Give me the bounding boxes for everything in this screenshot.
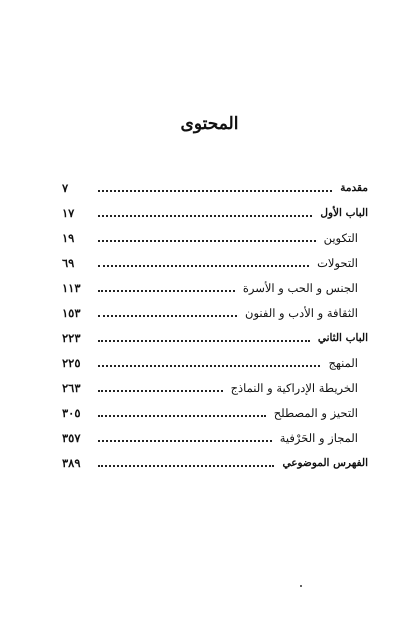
toc-leader-dots: [98, 382, 223, 392]
toc-entry: [62, 173, 368, 195]
toc-entry-label: الباب الثاني: [317, 332, 368, 344]
toc-entry-page: ٣٠٥: [62, 406, 81, 420]
toc-leader-dots: [98, 232, 316, 242]
toc-leader-dots: [98, 282, 235, 292]
toc-leader-dots: [98, 307, 237, 317]
toc-entry-label: الجنس و الحب و الأسرة: [242, 281, 358, 295]
toc-entry: [62, 398, 368, 420]
toc-leader-dots: [98, 257, 309, 267]
toc-leader-dots: [98, 407, 266, 417]
toc-entry: [62, 373, 368, 395]
toc-entry-page: ٦٩: [62, 256, 75, 270]
toc-leader-dots: [98, 432, 272, 442]
toc-leader-dots: [98, 357, 320, 367]
toc-entry-page: ١٩: [62, 231, 75, 245]
toc-entry-page: ٣٥٧: [62, 431, 81, 445]
toc-entry: [62, 273, 368, 295]
toc-entry-label: الخريطة الإدراكية و النماذج: [230, 381, 358, 395]
toc-entry-page: ٣٨٩: [62, 456, 81, 470]
toc-entry-label: التحولات: [317, 256, 358, 270]
toc-entry: [62, 298, 368, 320]
toc-leader-dots: [98, 332, 310, 342]
toc-entry-page: ١٥٣: [62, 306, 81, 320]
toc-entry-label: المجاز و الحَرْفية: [279, 431, 358, 445]
toc-entry-page: ٢٢٥: [62, 356, 81, 370]
toc-entry-label: التحيز و المصطلح: [273, 406, 358, 420]
page-speck: [300, 585, 302, 587]
toc-entry-page: ٧: [62, 181, 69, 195]
toc-entry-label: الثقافة و الأدب و الفنون: [245, 306, 358, 320]
toc-leader-dots: [98, 207, 312, 217]
toc-entry-label: الباب الأول: [320, 207, 368, 219]
toc-entry: [62, 348, 368, 370]
toc-entry-label: المنهج: [328, 356, 358, 370]
page-title: المحتوى: [180, 114, 239, 134]
toc-entry: [62, 448, 368, 470]
toc-entry: [62, 223, 368, 245]
toc-entry-label: التكوين: [323, 231, 358, 245]
toc-entry-page: ١١٣: [62, 281, 81, 295]
toc-entry-label: مقدمة: [340, 182, 368, 194]
toc-entry-page: ١٧: [62, 206, 75, 220]
toc-entry: [62, 423, 368, 445]
toc-entry: [62, 248, 368, 270]
toc-entry-label: الفهرس الموضوعي: [282, 457, 368, 469]
toc-leader-dots: [98, 457, 274, 467]
toc-entry-page: ٢٦٣: [62, 381, 81, 395]
toc-leader-dots: [98, 182, 332, 192]
toc-entry: [62, 323, 368, 345]
toc-entry: [62, 198, 368, 220]
toc-entry-page: ٢٢٣: [62, 331, 81, 345]
